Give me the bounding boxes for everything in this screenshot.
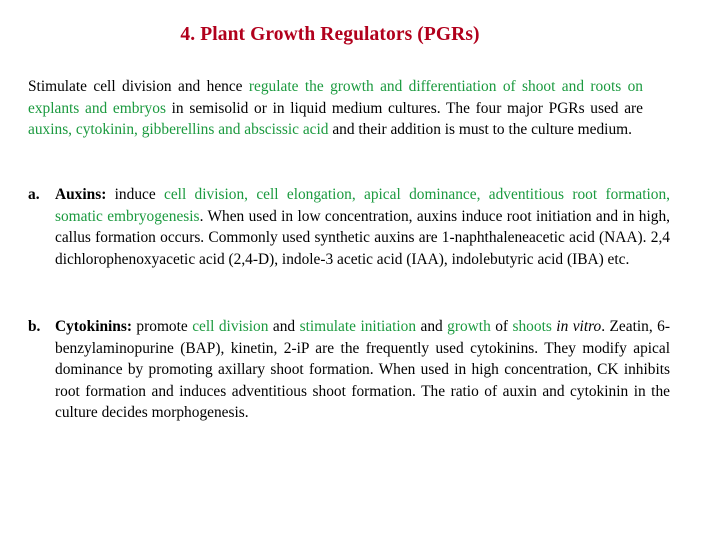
item-highlight: cell division, cell elongation, apical dominance, adventitious root formation, somatic embryogenesis <box>55 186 670 225</box>
intro-text: and their addition is must to the culture medium. <box>328 121 632 139</box>
item-highlight: stimulate initiation <box>299 318 417 335</box>
intro-paragraph <box>28 76 643 141</box>
term-auxins: Auxins: <box>55 186 107 203</box>
item-highlight: growth <box>447 318 491 335</box>
intro-highlight: auxins, cytokinin, gibberellins and abscissic acid <box>28 121 329 139</box>
list-item-auxins <box>28 184 670 270</box>
item-text: induce <box>106 186 165 203</box>
intro-highlight: regulate the growth and differentiation of shoot and roots on explants and embryos <box>28 78 643 117</box>
page-title: 4. Plant Growth Regulators (PGRs) <box>180 24 480 45</box>
item-highlight: cell division <box>192 318 269 335</box>
item-text: promote <box>131 318 193 335</box>
list-marker: b. <box>28 318 41 335</box>
item-text: . When used in low concentration, auxins induce root initiation and in high, callus formation occurs. Commonly used synthetic auxins are 1-naphthaleneacetic acid (NAA). 2,4 dichlorophenoxyacetic acid (2,4-D), indole-3 acetic acid (IAA), indolebutyric acid (IBA) etc. <box>55 207 670 268</box>
item-text: of <box>490 318 513 335</box>
intro-text: Stimulate cell division and hence <box>28 78 249 95</box>
item-italic: in vitro <box>556 318 602 335</box>
list-item-cytokinins <box>28 316 670 424</box>
intro-text: in semisolid or in liquid medium cultures. The four major PGRs used are <box>165 99 643 117</box>
item-highlight: shoots <box>512 318 552 335</box>
item-text: and <box>416 318 448 335</box>
item-text: and <box>268 318 300 335</box>
term-cytokinins: Cytokinins: <box>55 318 132 335</box>
list-marker: a. <box>28 186 40 203</box>
item-text: . Zeatin, 6- benzylaminopurine (BAP), kinetin, 2-iP are the frequently used cytokinins. They modify apical dominance by promoting axillary shoot formation. When used in high concentration, CK inhibits root formation and induces adventitious shoot formation. The ratio of auxin and cytokinin in the culture decides morphogenesis. <box>55 318 670 422</box>
